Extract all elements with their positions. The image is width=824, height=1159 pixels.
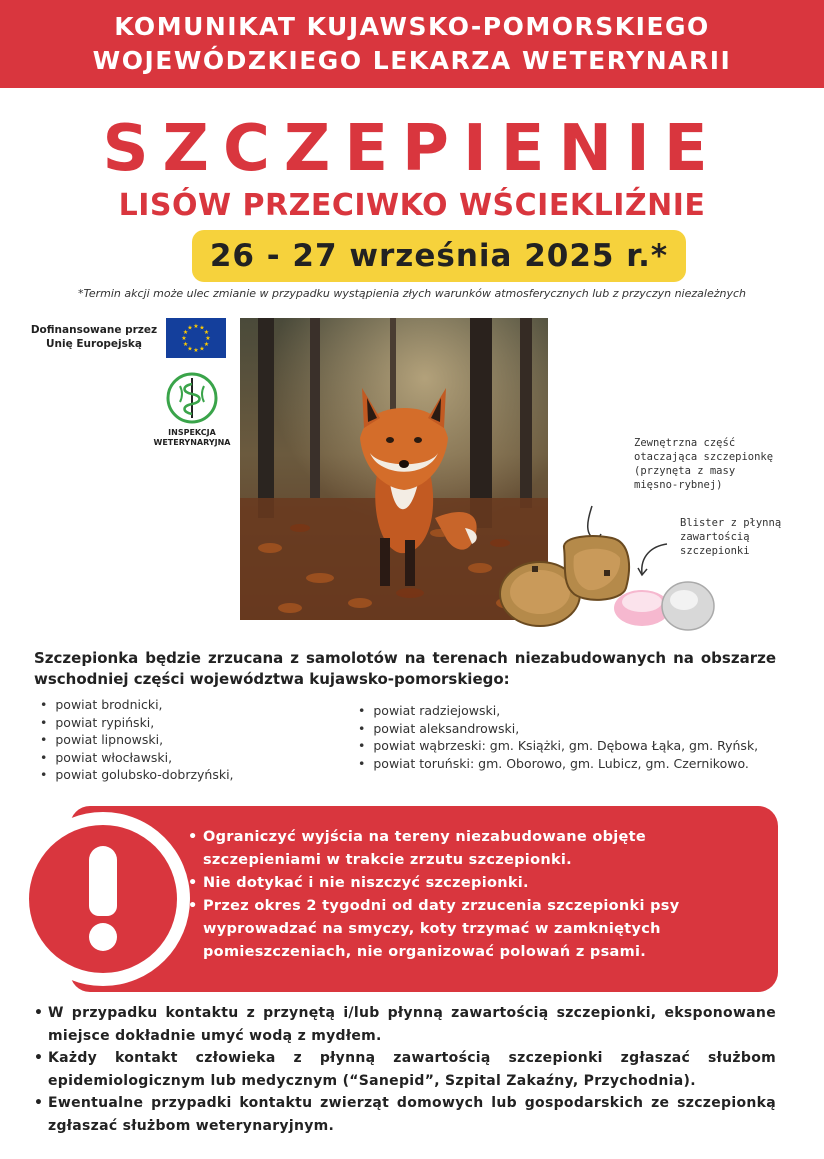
- svg-text:★: ★: [205, 335, 211, 342]
- svg-text:★: ★: [182, 341, 189, 348]
- county-list-left: [40, 696, 234, 784]
- svg-text:★: ★: [187, 345, 193, 353]
- vaccine-bait-image: [492, 496, 724, 642]
- exclamation-icon: [89, 846, 117, 916]
- list-item: • powiat lipnowski,: [40, 731, 234, 749]
- list-item: • powiat radziejowski,: [358, 702, 758, 720]
- page-title: SZCZEPIENIE: [102, 112, 722, 186]
- eu-flag-icon: [166, 318, 226, 358]
- svg-text:★: ★: [181, 335, 187, 342]
- instruction-item: • Każdy kontakt człowieka z płynną zawartością szczepionki zgłaszać służbom epidemiologicznym lub medycznym (“Sanepid”, Szpital Zakaźny, Przychodnia).: [34, 1047, 776, 1092]
- annotation-blister-line-3: szczepionki: [680, 545, 750, 557]
- list-item: • powiat aleksandrowski,: [358, 720, 758, 738]
- eu-funding-line-2: Unię Europejską: [46, 338, 142, 350]
- county-list-right: [358, 702, 758, 772]
- list-item: • powiat włocławski,: [40, 749, 234, 767]
- list-item: • powiat rypiński,: [40, 714, 234, 732]
- header-band: [0, 0, 824, 88]
- annotation-blister-line-2: zawartością: [680, 531, 750, 543]
- eu-funding-line-1: Dofinansowane przez: [30, 324, 158, 336]
- header-line-1: KOMUNIKAT KUJAWSKO-POMORSKIEGO: [114, 12, 710, 41]
- instruction-item: • Ewentualne przypadki kontaktu zwierząt domowych lub gospodarskich ze szczepionką zgłaszać służbom weterynaryjnym.: [34, 1092, 776, 1137]
- inspection-label: [140, 428, 244, 448]
- warning-item: • Przez okres 2 tygodni od daty zrzucenia szczepionki psy wyprowadzać na smyczy, koty trzymać w zamkniętych pomieszczeniach, nie organizować polowań z psami.: [188, 895, 744, 964]
- inspection-line-1: INSPEKCJA: [168, 428, 216, 437]
- list-item: • powiat golubsko-dobrzyński,: [40, 766, 234, 784]
- instruction-item: • W przypadku kontaktu z przynętą i/lub płynną zawartością szczepionki, eksponowane miejsce dokładnie umyć wodą z mydłem.: [34, 1002, 776, 1047]
- annotation-outer-line-1: Zewnętrzna część: [634, 437, 736, 449]
- svg-text:★: ★: [193, 347, 199, 354]
- svg-text:★: ★: [193, 323, 199, 330]
- page-subtitle: LISÓW PRZECIWKO WŚCIEKLIŹNIE: [118, 188, 706, 223]
- svg-text:★: ★: [199, 324, 205, 332]
- svg-text:★: ★: [203, 341, 210, 348]
- warning-list: [188, 826, 744, 964]
- warning-item: • Ograniczyć wyjścia na tereny niezabudowane objęte szczepieniami w trakcie zrzutu szczepionki.: [188, 826, 744, 872]
- list-item: • powiat toruński: gm. Oborowo, gm. Lubicz, gm. Czernikowo.: [358, 755, 758, 773]
- svg-text:★: ★: [187, 324, 193, 332]
- list-item: • powiat wąbrzeski: gm. Książki, gm. Dębowa Łąka, gm. Ryńsk,: [358, 737, 758, 755]
- intro-paragraph: Szczepionka będzie zrzucana z samolotów na terenach niezabudowanych na obszarze wschodniej części województwa kujawsko-pomorskiego:: [34, 649, 776, 688]
- annotation-outer-line-4: mięsno-rybnej): [634, 479, 723, 491]
- contact-instructions-list: [34, 1002, 776, 1137]
- date-footnote: *Termin akcji może ulec zmianie w przypadku wystąpienia złych warunków atmosferycznych lub z przyczyn niezależnych: [78, 287, 746, 300]
- annotation-outer-line-2: otaczająca szczepionkę: [634, 451, 774, 463]
- annotation-outer-line-3: (przynęta z masy: [634, 465, 736, 477]
- header-line-2: WOJEWÓDZKIEGO LEKARZA WETERYNARII: [92, 46, 732, 75]
- date-badge: 26 - 27 września 2025 r.*: [192, 230, 686, 282]
- exclamation-dot-icon: [89, 923, 117, 951]
- annotation-outer-bait: [634, 436, 804, 492]
- annotation-blister-line-1: Blister z płynną: [680, 517, 782, 529]
- eu-funding-text: [28, 323, 160, 351]
- list-item: • powiat brodnicki,: [40, 696, 234, 714]
- warning-item: • Nie dotykać i nie niszczyć szczepionki.: [188, 872, 744, 895]
- svg-text:★: ★: [182, 329, 189, 336]
- svg-text:★: ★: [199, 345, 205, 353]
- veterinary-inspection-logo-icon: [162, 372, 222, 424]
- svg-text:★: ★: [203, 329, 210, 336]
- inspection-line-2: WETERYNARYJNA: [153, 438, 231, 447]
